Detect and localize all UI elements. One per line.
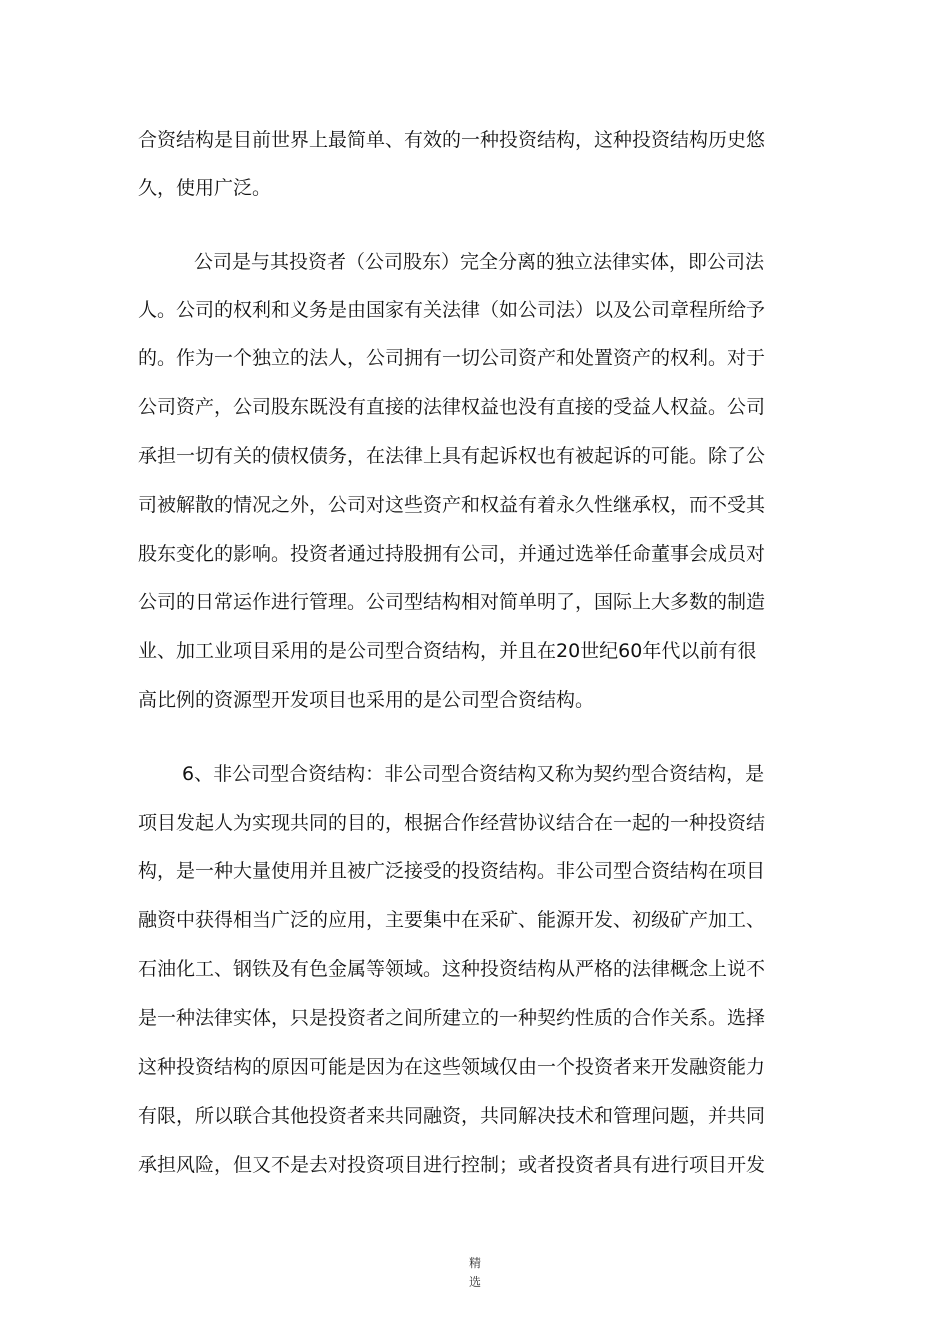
paragraph-2-line-9: 业、加工业项目采用的是公司型合资结构，并且在20世纪60年代以前有很 [138,640,757,662]
paragraph-2-line-5: 承担一切有关的债权债务，在法律上具有起诉权也有被起诉的可能。除了公 [138,445,766,467]
paragraph-2-line-7: 股东变化的影响。投资者通过持股拥有公司，并通过选举任命董事会成员对 [138,543,766,565]
paragraph-2-line-4: 公司资产，公司股东既没有直接的法律权益也没有直接的受益人权益。公司 [138,396,766,418]
paragraph-3-line-9: 承担风险，但又不是去对投资项目进行控制；或者投资者具有进行项目开发 [138,1154,766,1176]
paragraph-2-line-6: 司被解散的情况之外，公司对这些资产和权益有着永久性继承权，而不受其 [138,494,766,516]
footer-mark-line-1: 精 [468,1256,481,1270]
paragraph-2-line-10: 高比例的资源型开发项目也采用的是公司型合资结构。 [138,689,595,711]
paragraph-3-line-8: 有限，所以联合其他投资者来共同融资，共同解决技术和管理问题，并共同 [138,1105,766,1127]
paragraph-2-line-1: 公司是与其投资者（公司股东）完全分离的独立法律实体，即公司法 [194,251,765,273]
paragraph-2-line-8: 公司的日常运作进行管理。公司型结构相对简单明了，国际上大多数的制造 [138,591,766,613]
paragraph-3-line-7: 这种投资结构的原因可能是因为在这些领域仅由一个投资者来开发融资能力 [138,1056,766,1078]
paragraph-2-line-3: 的。作为一个独立的法人，公司拥有一切公司资产和处置资产的权利。对于 [138,347,766,369]
paragraph-1-line-1: 合资结构是目前世界上最简单、有效的一种投资结构，这种投资结构历史悠 [138,129,766,151]
paragraph-3-line-2: 项目发起人为实现共同的目的，根据合作经营协议结合在一起的一种投资结 [138,812,766,834]
footer-mark-line-2: 选 [468,1275,481,1289]
paragraph-3-line-6: 是一种法律实体，只是投资者之间所建立的一种契约性质的合作关系。选择 [138,1007,766,1029]
paragraph-3-line-1: 6、非公司型合资结构：非公司型合资结构又称为契约型合资结构，是 [182,763,765,785]
paragraph-3-line-5: 石油化工、钢铁及有色金属等领域。这种投资结构从严格的法律概念上说不 [138,958,766,980]
paragraph-1-line-2: 久，使用广泛。 [138,177,272,199]
paragraph-3-line-4: 融资中获得相当广泛的应用，主要集中在采矿、能源开发、初级矿产加工、 [138,909,766,931]
paragraph-3-line-3: 构，是一种大量使用并且被广泛接受的投资结构。非公司型合资结构在项目 [138,860,766,882]
paragraph-2-line-2: 人。公司的权利和义务是由国家有关法律（如公司法）以及公司章程所给予 [138,299,766,321]
